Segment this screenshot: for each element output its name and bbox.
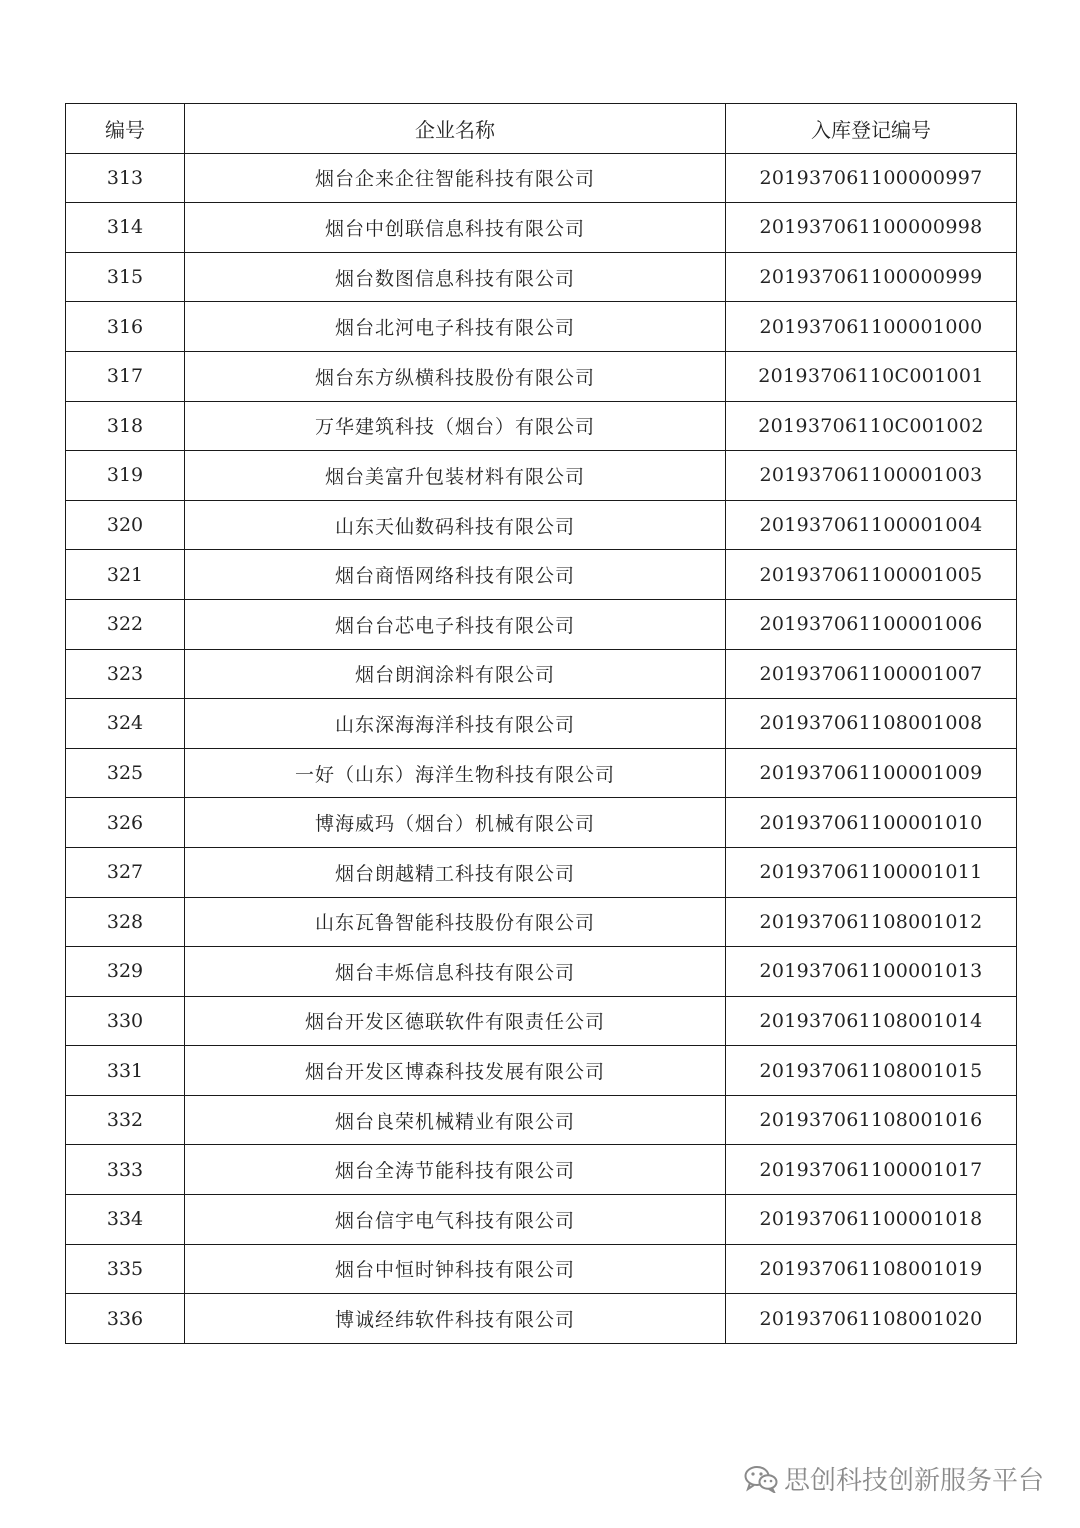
table-row	[66, 1294, 1017, 1344]
row-number: 313	[66, 153, 185, 203]
row-registration-number: 201937061100001004	[726, 500, 1017, 550]
row-registration-number: 201937061100001017	[726, 1145, 1017, 1195]
row-company-name: 烟台商悟网络科技有限公司	[185, 550, 726, 600]
row-registration-number: 20193706110C001002	[726, 401, 1017, 451]
table-row	[66, 1145, 1017, 1195]
row-company-name: 烟台朗越精工科技有限公司	[185, 847, 726, 897]
row-number: 333	[66, 1145, 185, 1195]
row-company-name: 烟台朗润涂料有限公司	[185, 649, 726, 699]
table-header-row	[66, 104, 1017, 154]
row-number: 321	[66, 550, 185, 600]
row-company-name: 博诚经纬软件科技有限公司	[185, 1294, 726, 1344]
row-registration-number: 201937061100000998	[726, 203, 1017, 253]
row-number: 322	[66, 599, 185, 649]
row-company-name: 烟台台芯电子科技有限公司	[185, 599, 726, 649]
table-row	[66, 1095, 1017, 1145]
row-company-name: 烟台企来企往智能科技有限公司	[185, 153, 726, 203]
row-company-name: 烟台东方纵横科技股份有限公司	[185, 351, 726, 401]
table-row	[66, 947, 1017, 997]
row-registration-number: 201937061100001011	[726, 847, 1017, 897]
watermark-text: 思创科技创新服务平台	[783, 1466, 1044, 1496]
row-company-name: 万华建筑科技（烟台）有限公司	[185, 401, 726, 451]
row-registration-number: 201937061108001014	[726, 996, 1017, 1046]
row-company-name: 烟台中恒时钟科技有限公司	[185, 1244, 726, 1294]
row-number: 314	[66, 203, 185, 253]
row-number: 326	[66, 798, 185, 848]
row-number: 316	[66, 302, 185, 352]
row-number: 323	[66, 649, 185, 699]
row-registration-number: 20193706110C001001	[726, 351, 1017, 401]
table-body	[66, 153, 1017, 1343]
row-company-name: 烟台开发区博森科技发展有限公司	[185, 1046, 726, 1096]
table-row	[66, 451, 1017, 501]
row-registration-number: 201937061108001008	[726, 699, 1017, 749]
row-number: 335	[66, 1244, 185, 1294]
row-number: 328	[66, 897, 185, 947]
table-row	[66, 847, 1017, 897]
table-row	[66, 748, 1017, 798]
wechat-icon	[744, 1465, 778, 1493]
row-number: 317	[66, 351, 185, 401]
row-registration-number: 201937061100001007	[726, 649, 1017, 699]
table-row	[66, 897, 1017, 947]
row-number: 330	[66, 996, 185, 1046]
header-company-name: 企业名称	[185, 104, 726, 154]
row-number: 325	[66, 748, 185, 798]
row-registration-number: 201937061100001005	[726, 550, 1017, 600]
row-registration-number: 201937061100001018	[726, 1195, 1017, 1245]
row-company-name: 烟台数图信息科技有限公司	[185, 252, 726, 302]
table-row	[66, 699, 1017, 749]
row-registration-number: 201937061100000997	[726, 153, 1017, 203]
table-row	[66, 1195, 1017, 1245]
row-number: 320	[66, 500, 185, 550]
row-registration-number: 201937061108001020	[726, 1294, 1017, 1344]
row-company-name: 烟台丰烁信息科技有限公司	[185, 947, 726, 997]
row-number: 318	[66, 401, 185, 451]
row-company-name: 烟台信宇电气科技有限公司	[185, 1195, 726, 1245]
row-registration-number: 201937061100001003	[726, 451, 1017, 501]
table-row	[66, 550, 1017, 600]
enterprise-registration-table	[65, 103, 1017, 1344]
row-company-name: 博海威玛（烟台）机械有限公司	[185, 798, 726, 848]
row-registration-number: 201937061108001019	[726, 1244, 1017, 1294]
row-number: 336	[66, 1294, 185, 1344]
row-registration-number: 201937061100001013	[726, 947, 1017, 997]
table-row	[66, 1046, 1017, 1096]
row-number: 327	[66, 847, 185, 897]
row-registration-number: 201937061108001015	[726, 1046, 1017, 1096]
watermark	[744, 1460, 1044, 1497]
row-company-name: 山东天仙数码科技有限公司	[185, 500, 726, 550]
row-registration-number: 201937061100001010	[726, 798, 1017, 848]
row-registration-number: 201937061100000999	[726, 252, 1017, 302]
row-registration-number: 201937061100001009	[726, 748, 1017, 798]
table-row	[66, 649, 1017, 699]
header-number: 编号	[66, 104, 185, 154]
row-registration-number: 201937061100001000	[726, 302, 1017, 352]
row-company-name: 一好（山东）海洋生物科技有限公司	[185, 748, 726, 798]
table-row	[66, 798, 1017, 848]
row-company-name: 烟台北河电子科技有限公司	[185, 302, 726, 352]
row-company-name: 烟台开发区德联软件有限责任公司	[185, 996, 726, 1046]
table-row	[66, 1244, 1017, 1294]
table-row	[66, 500, 1017, 550]
row-company-name: 烟台美富升包装材料有限公司	[185, 451, 726, 501]
header-registration-number: 入库登记编号	[726, 104, 1017, 154]
row-number: 331	[66, 1046, 185, 1096]
table-row	[66, 599, 1017, 649]
row-number: 324	[66, 699, 185, 749]
table-row	[66, 203, 1017, 253]
row-number: 319	[66, 451, 185, 501]
table-row	[66, 302, 1017, 352]
row-registration-number: 201937061108001016	[726, 1095, 1017, 1145]
row-company-name: 烟台良荣机械精业有限公司	[185, 1095, 726, 1145]
table-row	[66, 401, 1017, 451]
row-registration-number: 201937061108001012	[726, 897, 1017, 947]
row-number: 315	[66, 252, 185, 302]
row-company-name: 烟台全涛节能科技有限公司	[185, 1145, 726, 1195]
row-number: 329	[66, 947, 185, 997]
row-company-name: 烟台中创联信息科技有限公司	[185, 203, 726, 253]
row-number: 334	[66, 1195, 185, 1245]
row-registration-number: 201937061100001006	[726, 599, 1017, 649]
row-company-name: 山东瓦鲁智能科技股份有限公司	[185, 897, 726, 947]
table-row	[66, 153, 1017, 203]
table-row	[66, 252, 1017, 302]
row-number: 332	[66, 1095, 185, 1145]
table-row	[66, 996, 1017, 1046]
row-company-name: 山东深海海洋科技有限公司	[185, 699, 726, 749]
table-row	[66, 351, 1017, 401]
